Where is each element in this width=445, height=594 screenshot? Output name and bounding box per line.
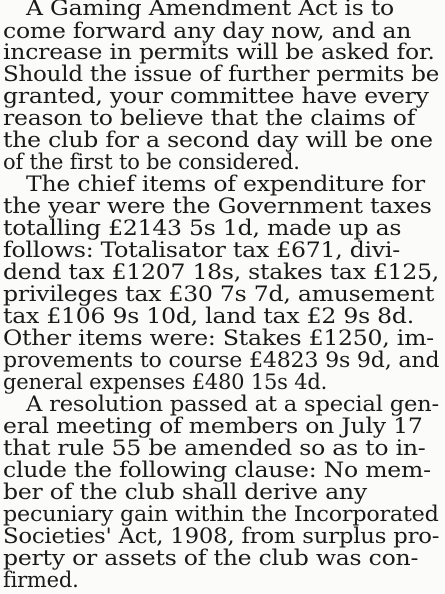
paragraph-1-line-4: Should the issue of further permits be [3,62,440,86]
paragraph-2-line-5: dend tax £1207 18s, stakes tax £125, [3,260,440,284]
paragraph-2-line-9: provements to course £4823 9s 9d, and [3,348,440,372]
paragraph-1-line-2: come forward any day now, and an [3,19,412,43]
paragraph-3-line-7: Societies' Act, 1908, from surplus pro- [3,524,440,548]
paragraph-2-line-4: follows: Totalisator tax £671, divi- [3,238,400,262]
paragraph-1-line-8: of the first to be considered. [3,150,300,174]
paragraph-2-line-10: general expenses £480 15s 4d. [3,370,328,394]
paragraph-3-line-8: perty or assets of the club was con- [3,546,419,570]
paragraph-3-line-2: eral meeting of members on July 17 [3,414,423,438]
paragraph-2-line-8: Other items were: Stakes £1250, im- [3,326,434,350]
paragraph-1-line-3: increase in permits will be asked for. [3,40,435,64]
paragraph-3-line-9: firmed. [3,568,79,592]
paragraph-3-line-3: that rule 55 be amended so as to in- [3,436,426,460]
paragraph-2-line-6: privileges tax £30 7s 7d, amusement [3,282,435,306]
paragraph-2-line-3: totalling £2143 5s 1d, made up as [3,216,402,240]
paragraph-2-line-7: tax £106 9s 10d, land tax £2 9s 8d. [3,304,415,328]
paragraph-3-line-4: clude the following clause: No mem- [3,458,431,482]
paragraph-1-line-5: granted, your committee have every [3,84,429,108]
paragraph-3-line-6: pecuniary gain within the Incorporated [3,502,439,526]
paragraph-2-line-1: The chief items of expenditure for [26,172,425,196]
paragraph-3-line-1: A resolution passed at a special gen- [26,392,439,416]
paragraph-3-line-5: ber of the club shall derive any [3,480,367,504]
paragraph-1-line-7: the club for a second day will be one [3,128,433,152]
paragraph-2-line-2: the year were the Government taxes [3,194,432,218]
paragraph-1-line-1: A Gaming Amendment Act is to [26,0,394,20]
paragraph-1-line-6: reason to believe that the claims of [3,106,416,130]
